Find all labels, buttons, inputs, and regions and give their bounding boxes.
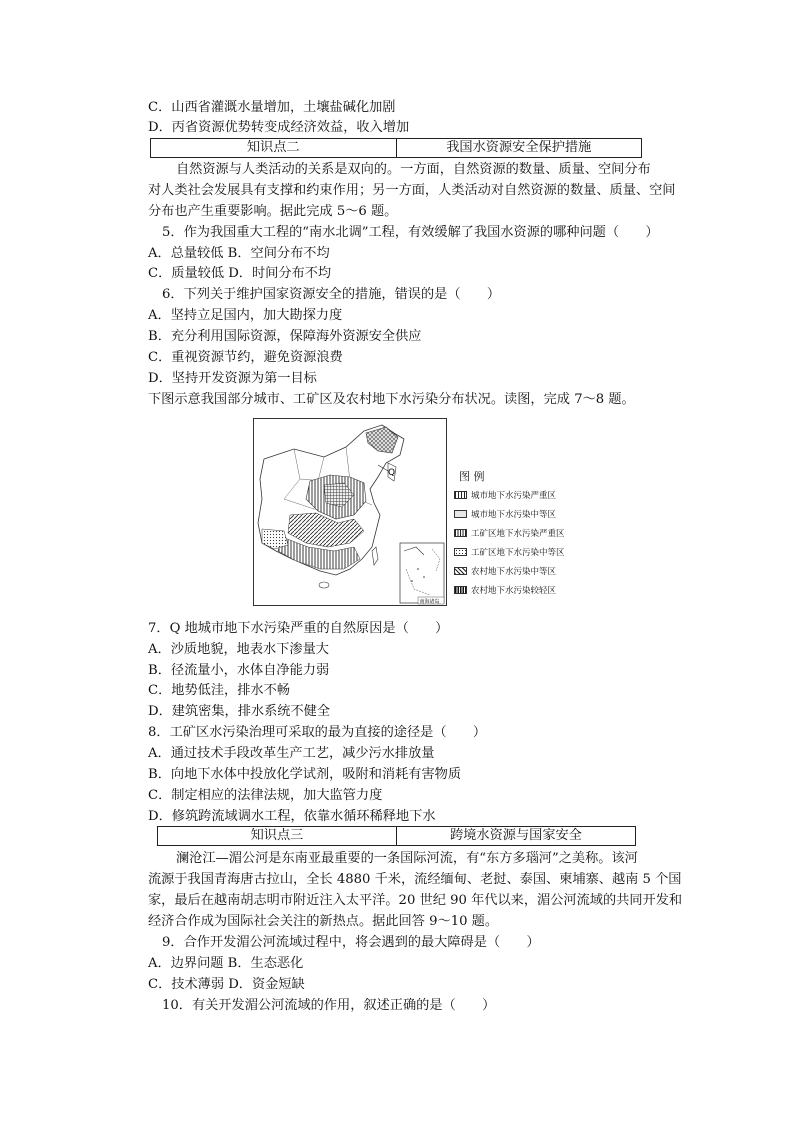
q6-stem: 6．下列关于维护国家资源安全的措施，错误的是（ ） — [162, 287, 501, 302]
q8-option-b: B．向地下水体中投放化学试剂，吸附和消耗有害物质 — [148, 767, 462, 782]
q5-stem: 5．作为我国重大工程的“南水北调”工程，有效缓解了我国水资源的哪种问题（ ） — [162, 225, 659, 240]
legend-item — [454, 508, 556, 520]
q9-options-cd: C．技术薄弱 D．资金短缺 — [148, 977, 305, 992]
legend-item — [454, 565, 556, 577]
q6-option-a: A．坚持立足国内，加大勘探力度 — [148, 308, 343, 323]
q7-option-d: D．建筑密集，排水系统不健全 — [148, 704, 331, 719]
intro2-line-1: 自然资源与人类活动的关系是双向的。一方面，自然资源的数量、质量、空间分布 — [176, 162, 651, 177]
q7-stem: 7．Q 地城市地下水污染严重的自然原因是（ ） — [148, 621, 449, 636]
knowledge-point-2-box — [150, 138, 642, 158]
swatch-dot-icon — [454, 548, 467, 556]
q7-option-b: B．径流量小，水体自净能力弱 — [148, 663, 330, 678]
legend-label: 城市地下水污染中等区 — [471, 510, 557, 520]
legend-title: 图 例 — [459, 470, 485, 483]
swatch-grid-icon — [454, 491, 467, 499]
q6-option-b: B．充分利用国际资源，保障海外资源安全供应 — [148, 329, 422, 344]
legend-label: 农村地下水污染中等区 — [471, 567, 557, 577]
q8-option-a: A．通过技术手段改革生产工艺，减少污水排放量 — [148, 746, 435, 761]
swatch-dense-vertical-icon — [454, 586, 467, 594]
q9-stem: 9．合作开发湄公河流域过程中，将会遇到的最大障碍是（ ） — [162, 935, 540, 950]
legend-item — [454, 584, 556, 596]
knowledge-point-3-box — [157, 826, 636, 846]
q6-option-d: D．坚持开发资源为第一目标 — [148, 371, 317, 386]
knowledge-point-2-title: 我国水资源安全保护措施 — [396, 139, 642, 157]
legend-label: 工矿区地下水污染严重区 — [471, 529, 565, 539]
pollution-map — [253, 418, 447, 606]
legend-item — [454, 546, 565, 558]
q8-option-c: C．制定相应的法律法规，加大监管力度 — [148, 788, 383, 803]
knowledge-point-3-label: 知识点三 — [250, 828, 304, 843]
legend-label: 工矿区地下水污染中等区 — [471, 548, 565, 558]
intro3-line-4: 经济合作成为国际社会关注的新热点。据此回答 9～10 题。 — [148, 914, 499, 929]
inset-label: 南海诸岛 — [419, 599, 440, 605]
china-map-graphic — [254, 419, 447, 606]
legend-item — [454, 527, 565, 539]
swatch-diagonal-icon — [454, 567, 467, 575]
q8-option-d: D．修筑跨流域调水工程，依靠水循环稀释地下水 — [148, 809, 436, 824]
intro2-line-2: 对人类社会发展具有支撑和约束作用；另一方面，人类活动对自然资源的数量、质量、空间 — [148, 183, 676, 198]
q6-option-c: C．重视资源节约，避免资源浪费 — [148, 350, 343, 365]
q8-stem: 8．工矿区水污染治理可采取的最为直接的途径是（ ） — [148, 725, 487, 740]
option-d-line: D．丙省资源优势转变成经济效益，收入增加 — [148, 120, 410, 135]
legend-item — [454, 489, 556, 501]
q5-options-cd: C．质量较低 D．时间分布不均 — [148, 266, 332, 281]
swatch-vertical-icon — [454, 529, 467, 537]
intro3-line-3: 家，最后在越南胡志明市附近注入太平洋。20 世纪 90 年代以来，湄公河流域的共同开发和 — [148, 893, 683, 908]
q-label: Q — [388, 468, 396, 478]
intro3-line-1: 澜沧江—湄公河是东南亚最重要的一条国际河流，有“东方多瑙河”之美称。该河 — [176, 851, 638, 866]
q10-stem: 10．有关开发湄公河流域的作用，叙述正确的是（ ） — [162, 998, 496, 1013]
q9-options-ab: A．边界问题 B．生态恶化 — [148, 956, 304, 971]
knowledge-point-2-label: 知识点二 — [246, 140, 300, 155]
intro3-line-2: 流源于我国青海唐古拉山，全长 4880 千米，流经缅甸、老挝、泰国、柬埔寨、越南 5 个国 — [148, 872, 682, 887]
swatch-light-icon — [454, 510, 467, 518]
legend-label: 农村地下水污染较轻区 — [471, 586, 557, 596]
legend-label: 城市地下水污染严重区 — [471, 491, 557, 501]
intro2-line-3: 分布也产生重要影响。据此完成 5～6 题。 — [148, 204, 398, 219]
q5-options-ab: A．总量较低 B．空间分布不均 — [148, 246, 330, 261]
q7-option-a: A．沙质地貌，地表水下渗量大 — [148, 642, 329, 657]
option-c-line: C．山西省灌溉水量增加，土壤盐碱化加剧 — [148, 100, 396, 115]
q7-option-c: C．地势低洼，排水不畅 — [148, 683, 290, 698]
knowledge-point-3-title: 跨境水资源与国家安全 — [396, 827, 635, 845]
map-intro: 下图示意我国部分城市、工矿区及农村地下水污染分布状况。读图，完成 7～8 题。 — [148, 392, 635, 407]
